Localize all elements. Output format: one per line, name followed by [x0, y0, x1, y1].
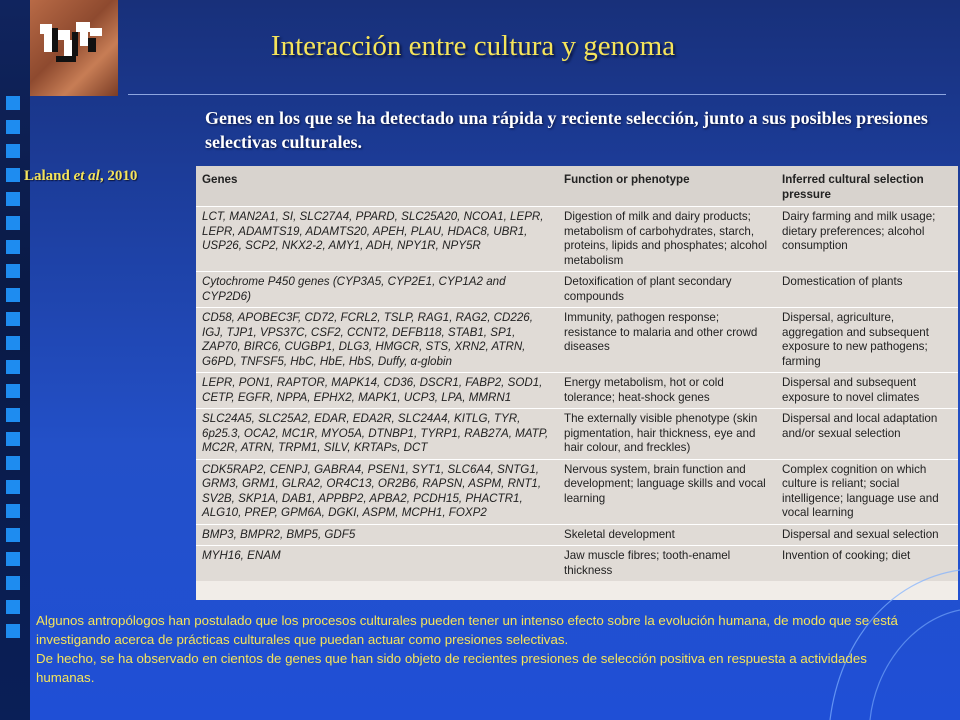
note-paragraph-2: De hecho, se ha observado en cientos de genes que han sido objeto de recientes presiones de selección positiva en respuesta a actividades humanas.	[36, 651, 867, 685]
citation	[24, 168, 137, 185]
genes-table	[196, 166, 958, 581]
citation-year: , 2010	[99, 168, 138, 184]
function-cell: Nervous system, brain function and development; language skills and vocal learning	[558, 459, 776, 524]
pressure-cell: Invention of cooking; diet	[776, 546, 958, 582]
function-cell: Energy metabolism, hot or cold tolerance; heat-shock genes	[558, 373, 776, 409]
function-cell: Immunity, pathogen response; resistance to malaria and other crowd diseases	[558, 308, 776, 373]
table-row	[196, 409, 958, 460]
genes-cell: LEPR, PON1, RAPTOR, MAPK14, CD36, DSCR1, FABP2, SOD1, CETP, EGFR, NPPA, EPHX2, MAPK1, UCP3, LPA, MMRN1	[196, 373, 558, 409]
citation-author: Laland	[24, 168, 70, 184]
genes-cell: CDK5RAP2, CENPJ, GABRA4, PSEN1, SYT1, SLC6A4, SNTG1, GRM3, GRM1, GLRA2, OR4C13, OR2B6, RAPSN, ASPM, RNT1, SV2B, SKP1A, DAB1, APPBP2, APBA2, PCDH15, PHACTR1, ALG10, PREP, GPM6A, DGKI, ASPM, MCPH1, FOXP2	[196, 459, 558, 524]
pressure-cell: Domestication of plants	[776, 272, 958, 308]
table-caption: Genes en los que se ha detectado una rápida y reciente selección, junto a sus posibles presiones selectivas culturales.	[205, 108, 928, 152]
table-header-row	[196, 166, 958, 207]
pressure-cell: Complex cognition on which culture is reliant; social intelligence; language use and vocal learning	[776, 459, 958, 524]
pressure-cell: Dispersal, agriculture, aggregation and subsequent exposure to new pathogens; farming	[776, 308, 958, 373]
table-row	[196, 207, 958, 272]
pressure-cell: Dairy farming and milk usage; dietary preferences; alcohol consumption	[776, 207, 958, 272]
table-row	[196, 373, 958, 409]
genes-cell: BMP3, BMPR2, BMP5, GDF5	[196, 524, 558, 546]
genes-cell: SLC24A5, SLC25A2, EDAR, EDA2R, SLC24A4, KITLG, TYR, 6p25.3, OCA2, MC1R, MYO5A, DTNBP1, TYRP1, RAB27A, MATP, MC2R, ATRN, TRPM1, SILV, KRTAPs, DCT	[196, 409, 558, 460]
genes-cell: MYH16, ENAM	[196, 546, 558, 582]
genes-cell: Cytochrome P450 genes (CYP3A5, CYP2E1, CYP1A2 and CYP2D6)	[196, 272, 558, 308]
function-cell: Jaw muscle fibres; tooth-enamel thickness	[558, 546, 776, 582]
header-pressure: Inferred cultural selection pressure	[776, 166, 958, 207]
table-row	[196, 459, 958, 524]
citation-etal: et al	[73, 168, 100, 184]
pressure-cell: Dispersal and subsequent exposure to novel climates	[776, 373, 958, 409]
page-title: Interacción entre cultura y genoma	[270, 30, 676, 62]
title-divider	[128, 94, 946, 95]
function-cell: Skeletal development	[558, 524, 776, 546]
genes-table-container	[196, 166, 958, 600]
table-row	[196, 308, 958, 373]
function-cell: Detoxification of plant secondary compounds	[558, 272, 776, 308]
pressure-cell: Dispersal and local adaptation and/or sexual selection	[776, 409, 958, 460]
table-row	[196, 524, 958, 546]
pressure-cell: Dispersal and sexual selection	[776, 524, 958, 546]
genes-cell: LCT, MAN2A1, SI, SLC27A4, PPARD, SLC25A20, NCOA1, LEPR, LEPR, ADAMTS19, ADAMTS20, APEH, PLAU, HDAC8, UBR1, USP26, SCP2, NKX2-2, AMY1, ADH, NPY1R, NPY5R	[196, 207, 558, 272]
header-genes: Genes	[196, 166, 558, 207]
note-paragraph-1: Algunos antropólogos han postulado que los procesos culturales pueden tener un intenso efecto sobre la evolución humana, de modo que se está investigando acerca de prácticas culturales que puedan actuar como presiones selectivas.	[36, 613, 898, 647]
explanatory-note	[36, 611, 916, 687]
table-row	[196, 272, 958, 308]
decorative-squares	[6, 96, 24, 648]
header-function: Function or phenotype	[558, 166, 776, 207]
function-cell: Digestion of milk and dairy products; metabolism of carbohydrates, starch, proteins, lipids and phosphates; alcohol metabolism	[558, 207, 776, 272]
genes-cell: CD58, APOBEC3F, CD72, FCRL2, TSLP, RAG1, RAG2, CD226, IGJ, TJP1, VPS37C, CSF2, CCNT2, DEFB118, STAB1, SP1, ZAP70, BIRC6, CUGBP1, DLG3, HMGCR, STS, XRN2, ATRN, G6PD, TNFSF5, HbC, HbE, HbS, Duffy, α-globin	[196, 308, 558, 373]
function-cell: The externally visible phenotype (skin pigmentation, hair thickness, eye and hair colour, and freckles)	[558, 409, 776, 460]
left-decorative-strip	[0, 0, 30, 720]
